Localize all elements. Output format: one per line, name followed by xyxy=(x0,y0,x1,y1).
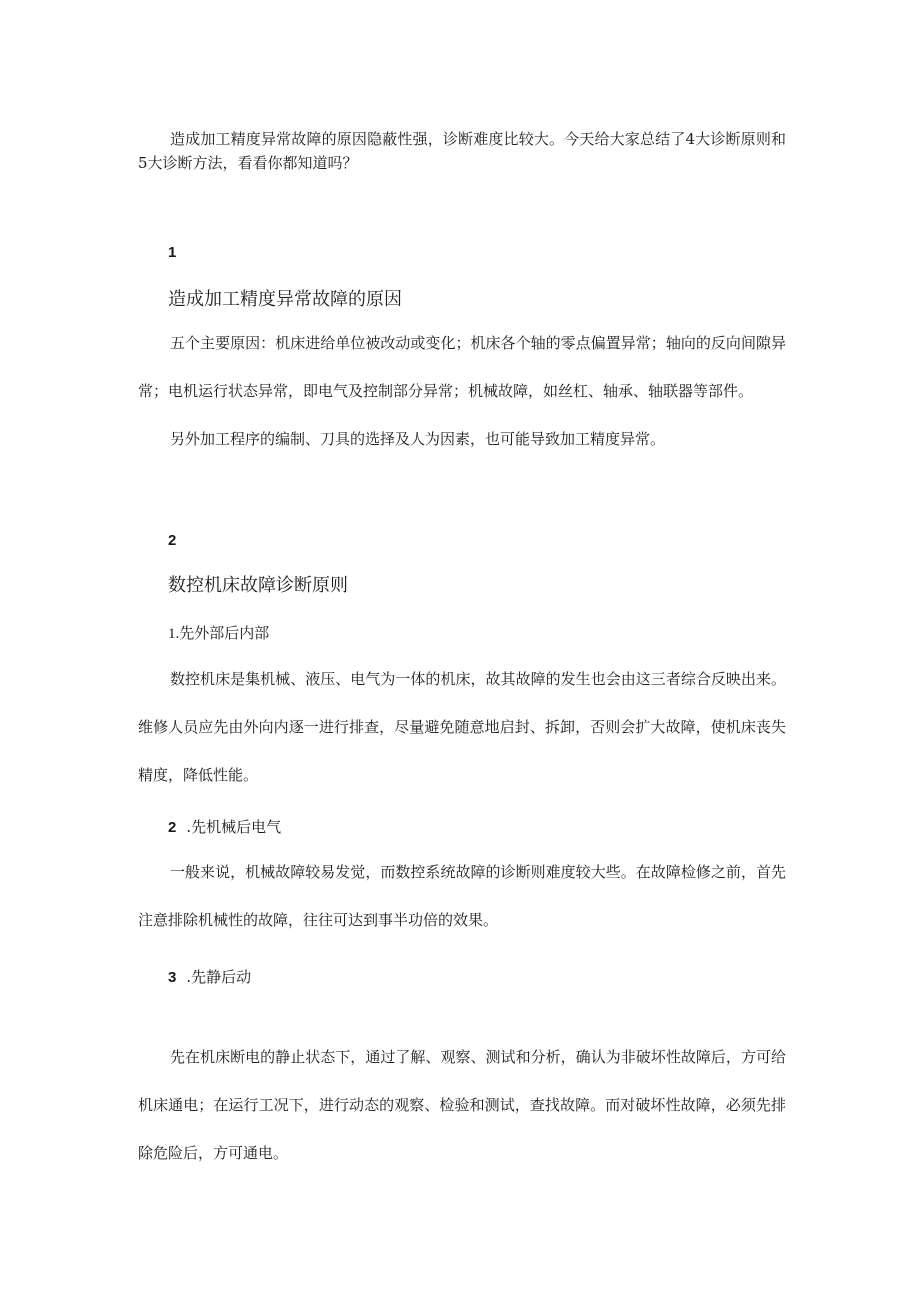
principle-1-label: 先外部后内部 xyxy=(179,624,270,642)
principle-3-text: 先在机床断电的静止状态下，通过了解、观察、测试和分析，确认为非破坏性故障后，方可给机床通电；在运行工况下，进行动态的观察、检验和测试，查找故障。而对破坏性故障，必须先排除危险后，方可通电。 xyxy=(138,1048,786,1162)
principle-3-heading xyxy=(168,966,251,987)
principle-3-number: 3 xyxy=(168,969,177,986)
principle-1-text: 数控机床是集机械、液压、电气为一体的机床，故其故障的发生也会由这三者综合反映出来。维修人员应先由外向内逐一进行排查，尽量避免随意地启封、拆卸，否则会扩大故障，使机床丧失精度，降低性能。 xyxy=(138,670,786,784)
principle-1-number: 1. xyxy=(168,626,180,642)
principle-3-label: .先静后动 xyxy=(186,968,252,986)
principle-2-heading xyxy=(168,816,281,837)
section-2-number: 2 xyxy=(168,532,177,549)
section-1-paragraph-2: 另外加工程序的编制、刀具的选择及人为因素，也可能导致加工精度异常。 xyxy=(170,430,666,448)
principle-2-label: .先机械后电气 xyxy=(186,818,282,836)
section-1-number: 1 xyxy=(168,244,177,261)
principle-2-text: 一般来说，机械故障较易发觉，而数控系统故障的诊断则难度较大些。在故障检修之前，首先注意排除机械性的故障，往往可达到事半功倍的效果。 xyxy=(138,863,786,929)
section-2-title: 数控机床故障诊断原则 xyxy=(168,575,348,596)
section-1-paragraph-1: 五个主要原因：机床进给单位被改动或变化；机床各个轴的零点偏置异常；轴向的反向间隙异常；电机运行状态异常，即电气及控制部分异常；机械故障，如丝杠、轴承、轴联器等部件。 xyxy=(138,334,786,400)
principle-2-number: 2 xyxy=(168,819,177,836)
section-1-title: 造成加工精度异常故障的原因 xyxy=(168,289,402,310)
principle-1-heading xyxy=(168,622,269,643)
intro-paragraph: 造成加工精度异常故障的原因隐蔽性强，诊断难度比较大。今天给大家总结了4大诊断原则和5大诊断方法，看看你都知道吗？ xyxy=(138,130,786,172)
